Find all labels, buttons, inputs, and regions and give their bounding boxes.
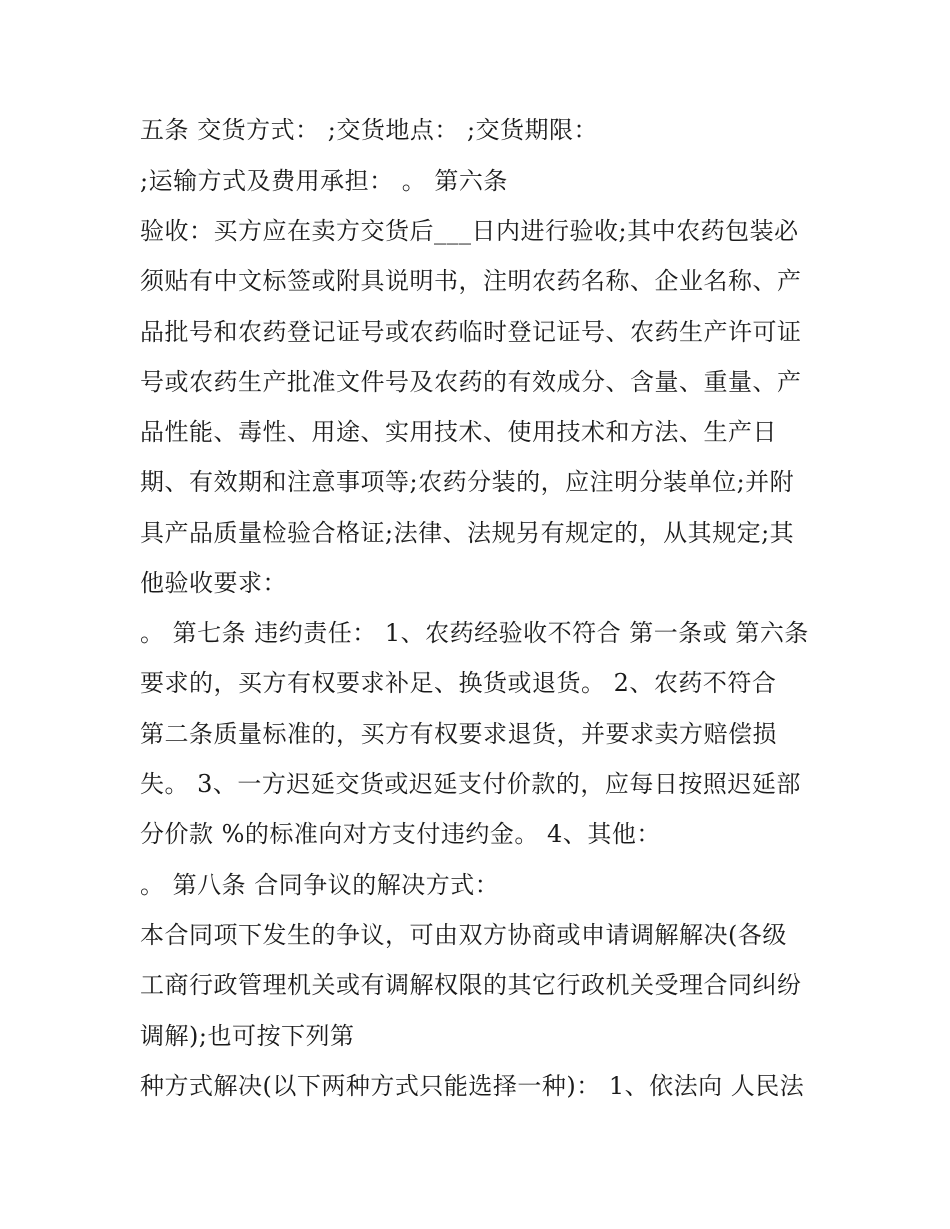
text-line: 验收：买方应在卖方交货后___日内进行验收;其中农药包装必	[140, 217, 799, 245]
text-line: 第二条质量标准的，买方有权要求退货，并要求卖方赔偿损	[140, 720, 777, 748]
text-line: 品性能、毒性、用途、实用技术、使用技术和方法、生产日	[140, 418, 777, 446]
text-line: 种方式解决(以下两种方式只能选择一种)： 1、依法向 人民法	[140, 1072, 805, 1100]
text-line: 五条 交货方式： ;交货地点： ;交货期限：	[140, 116, 599, 144]
text-line: 。 第七条 违约责任： 1、农药经验收不符合 第一条或 第六条	[140, 619, 809, 647]
text-line: 期、有效期和注意事项等;农药分装的，应注明分装单位;并附	[140, 468, 795, 496]
text-line: 具产品质量检验合格证;法律、法规另有规定的，从其规定;其	[140, 519, 795, 547]
text-line: 号或农药生产批准文件号及农药的有效成分、含量、重量、产	[140, 368, 802, 396]
text-line: 分价款 %的标准向对方支付违约金。 4、其他：	[140, 820, 661, 848]
text-line: 品批号和农药登记证号或农药临时登记证号、农药生产许可证	[140, 318, 802, 346]
text-line: 要求的，买方有权要求补足、换货或退货。 2、农药不符合	[140, 669, 777, 697]
text-line: 调解);也可按下列第	[140, 1022, 355, 1050]
text-line: 失。 3、一方迟延交货或迟延支付价款的，应每日按照迟延部	[140, 770, 801, 798]
text-line: 本合同项下发生的争议，可由双方协商或申请调解解决(各级	[140, 921, 787, 949]
text-line: 工商行政管理机关或有调解权限的其它行政机关受理合同纠纷	[140, 971, 802, 999]
text-line: ;运输方式及费用承担： 。 第六条	[140, 167, 508, 195]
text-line: 须贴有中文标签或附具说明书，注明农药名称、企业名称、产	[140, 267, 802, 295]
text-line: 他验收要求：	[140, 569, 287, 597]
text-line: 。 第八条 合同争议的解决方式：	[140, 871, 500, 899]
